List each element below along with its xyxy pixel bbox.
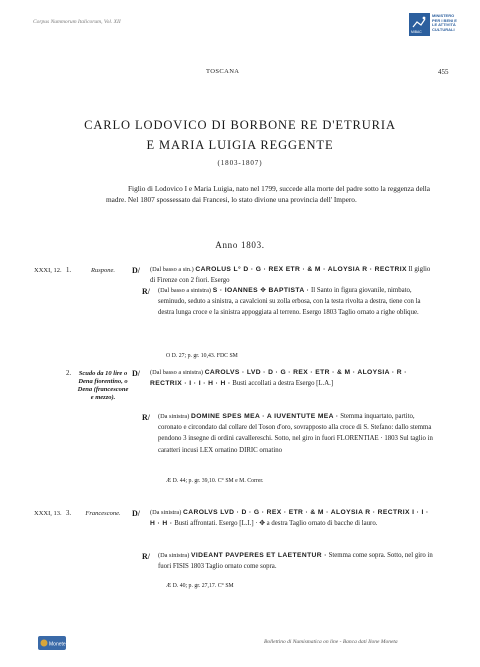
entry-number: 2. [66, 370, 72, 377]
intro-paragraph [106, 183, 430, 205]
obverse-description: Busti affrontati. Esergo [L.I.] · ✥ a destra Taglio ornato di bacche di lauro. [174, 520, 378, 528]
title-line-1: CARLO LODOVICO DI BORBONE RE D'ETRURIA [84, 118, 396, 132]
obverse-legend: CAROLUS L° D · G · REX ETR · & M · ALOYSIA R · RECTRIX [195, 266, 407, 273]
page-number: 455 [438, 68, 449, 76]
denomination: Francescone. [85, 510, 121, 517]
entry-number: 1. [66, 267, 72, 274]
denomination: Ruspone. [90, 267, 115, 274]
obverse-marker: D/ [132, 369, 140, 378]
entry-meta: O D. 27; p. gr. 10,43. FDC SM [166, 353, 238, 359]
plate-ref: XXXI, 12. [34, 267, 62, 274]
reverse-description: Stemma inquartato, partito, coronato e circondato dal collare del Toson d'oro, sovrapposto alla croce di S. Stefano: dallo stemma pendono 3 insegne di ordini cavallereschi. Sotto, nel giro in fuori FLORENTIAE · 1803 Sul taglio in caratteri incusi LEX ornatino DIRIC ornatino [158, 413, 433, 454]
reverse-marker: R/ [142, 287, 150, 296]
obverse-location: (Da sinistra) [150, 509, 182, 516]
footer-logo [38, 636, 66, 650]
entry-meta: Æ D. 40; p. gr. 27,17. C° SM [166, 583, 234, 589]
obverse-description: Il giglio di Firenze con 2 fiori. Esergo [150, 266, 431, 285]
reverse-description: Stemma come sopra. Sotto, nel giro in fuori FISIS 1803 Taglio ornato come sopra. [158, 552, 433, 571]
reverse-location: (Da sinistra) [158, 552, 190, 559]
reverse-legend: DOMINE SPES MEA · A IUVENTUTE MEA · [191, 413, 339, 420]
denomination: Scudo da 10 lire o Dena fiorentino, o Dena (francescone e mezzo). [77, 370, 129, 401]
obverse-marker: D/ [132, 509, 140, 518]
title-line-2: E MARIA LUIGIA REGGENTE [146, 138, 334, 152]
reverse-legend: VIDEANT PAVPERES ET LAETENTUR · [191, 552, 327, 559]
obverse-location: (Dal basso a sin.) [150, 266, 194, 273]
obverse-legend: CAROLVS · LVD · D · G · REX · ETR · & M · ALOYSIA · R · RECTRIX · I · I · H · H · [150, 369, 407, 388]
running-head: TOSCANA [206, 68, 240, 75]
obverse-marker: D/ [132, 266, 140, 275]
reverse-description: Il Santo in figura giovanile, nimbato, seminudo, seduto a sinistra, a cavalcioni su zolla erbosa, con la testa rivolta a destra, tiene con la destra lunga croce e la sinistra appoggiata al terreno. Esergo 1803 Taglio ornato a righe oblique. [158, 287, 421, 317]
ministry-badge: MIBAC [411, 30, 422, 34]
ministry-logo-icon [409, 13, 430, 36]
series-title: Corpus Nummorum Italicorum, Vol. XII [33, 19, 121, 25]
title-dates: (1803-1807) [217, 159, 263, 167]
footer-logo-text: Monete [49, 641, 66, 648]
reverse-location: (Dal basso a sinistra) [158, 287, 211, 294]
obverse-description: Busti accollati a destra Esergo [L.A.] [232, 380, 334, 388]
year-heading: Anno 1803. [215, 240, 265, 250]
reverse-marker: R/ [142, 552, 150, 561]
ministry-logo [409, 13, 465, 39]
obverse-location: (Dal basso a sinistra) [150, 369, 203, 376]
plate-ref: XXXI, 13. [34, 510, 62, 517]
obverse-legend: CAROLVS LVD · D · G · REX · ETR · & M · ALOYSIA R · RECTRIX I · I · H · H · [150, 509, 429, 528]
intro-text: Figlio di Lodovico I e Maria Luigia, nato nel 1799, succede alla morte del padre sotto la reggenza della madre. Nel 1807 spossessato dai Francesi, lo stato divione una provincia dell' Impero. [106, 184, 430, 204]
reverse-location: (Da sinistra) [158, 413, 190, 420]
reverse-legend: S · IOANNES ✥ BAPTISTA · [212, 287, 310, 294]
entry-meta: Æ D. 44; p. gr. 39,10. C° SM e M. Correr. [166, 478, 264, 484]
entry-number: 3. [66, 510, 72, 517]
footer-credit: Bollettino di Numismatica on line - Banca dati Ilone Moneta [264, 639, 398, 645]
reverse-marker: R/ [142, 413, 150, 422]
ministry-name: MINISTERO PER I BENI E LE ATTIVITÀ CULTURALI [432, 13, 457, 32]
